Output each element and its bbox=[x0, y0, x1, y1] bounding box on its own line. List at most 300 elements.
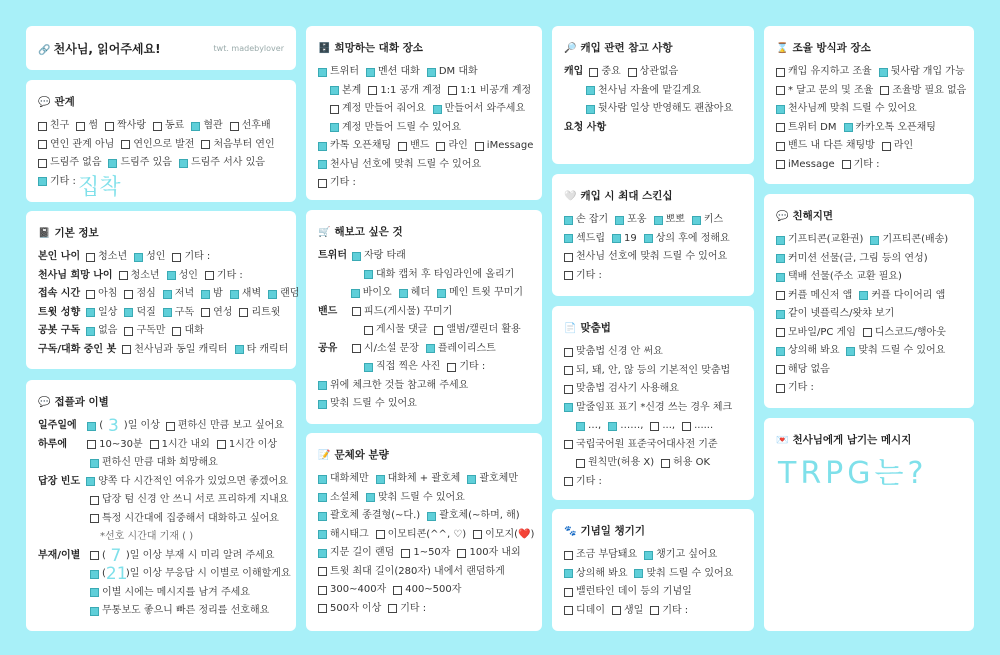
checkbox[interactable] bbox=[172, 253, 181, 262]
checkbox[interactable] bbox=[318, 475, 327, 484]
checkbox[interactable] bbox=[863, 328, 872, 337]
checkbox-option[interactable] bbox=[776, 231, 863, 250]
checkbox[interactable] bbox=[682, 422, 691, 431]
checkbox-option[interactable] bbox=[564, 399, 732, 418]
checkbox-option[interactable] bbox=[473, 526, 534, 545]
checkbox[interactable] bbox=[105, 122, 114, 131]
checkbox-option[interactable] bbox=[38, 117, 69, 136]
checkbox-option[interactable] bbox=[661, 454, 710, 473]
checkbox[interactable] bbox=[437, 289, 446, 298]
checkbox-option[interactable] bbox=[90, 602, 269, 621]
checkbox[interactable] bbox=[90, 459, 99, 468]
checkbox-option[interactable] bbox=[457, 544, 520, 563]
checkbox-option[interactable] bbox=[364, 266, 514, 285]
checkbox-option[interactable] bbox=[776, 100, 917, 119]
checkbox-option[interactable] bbox=[318, 581, 386, 600]
checkbox[interactable] bbox=[179, 159, 188, 168]
checkbox-option[interactable] bbox=[776, 305, 894, 324]
checkbox-option[interactable] bbox=[564, 583, 692, 602]
checkbox-option[interactable] bbox=[86, 285, 117, 304]
checkbox-option[interactable] bbox=[230, 117, 271, 136]
checkbox[interactable] bbox=[86, 327, 95, 336]
checkbox-option[interactable] bbox=[564, 565, 627, 584]
checkbox-option[interactable] bbox=[163, 285, 194, 304]
checkbox[interactable] bbox=[586, 86, 595, 95]
checkbox-option[interactable] bbox=[564, 473, 602, 492]
checkbox-option[interactable] bbox=[167, 267, 198, 286]
checkbox-option[interactable] bbox=[38, 136, 114, 155]
checkbox-option[interactable] bbox=[318, 563, 505, 582]
checkbox[interactable] bbox=[318, 493, 327, 502]
checkbox[interactable] bbox=[427, 512, 436, 521]
checkbox-option[interactable] bbox=[376, 526, 467, 545]
checkbox[interactable] bbox=[564, 551, 573, 560]
checkbox-option[interactable] bbox=[86, 473, 288, 492]
checkbox[interactable] bbox=[163, 308, 172, 317]
checkbox-option[interactable] bbox=[364, 358, 440, 377]
checkbox-option[interactable] bbox=[179, 154, 265, 173]
checkbox[interactable] bbox=[776, 254, 785, 263]
checkbox-option[interactable] bbox=[398, 137, 429, 156]
checkbox-option[interactable] bbox=[388, 600, 426, 619]
checkbox-option[interactable] bbox=[644, 546, 717, 565]
checkbox-option[interactable] bbox=[586, 100, 733, 119]
checkbox-option[interactable] bbox=[475, 137, 534, 156]
checkbox[interactable] bbox=[119, 271, 128, 280]
checkbox[interactable] bbox=[330, 86, 339, 95]
checkbox-option[interactable] bbox=[230, 285, 261, 304]
checkbox[interactable] bbox=[434, 326, 443, 335]
checkbox[interactable] bbox=[776, 142, 785, 151]
checkbox[interactable] bbox=[842, 160, 851, 169]
checkbox[interactable] bbox=[124, 290, 133, 299]
checkbox-option[interactable] bbox=[376, 470, 461, 489]
checkbox[interactable] bbox=[121, 140, 130, 149]
checkbox-option[interactable] bbox=[90, 584, 250, 603]
checkbox-option[interactable] bbox=[776, 119, 837, 138]
checkbox-option[interactable] bbox=[433, 100, 525, 119]
checkbox-option[interactable] bbox=[201, 136, 274, 155]
checkbox[interactable] bbox=[239, 308, 248, 317]
checkbox-option[interactable] bbox=[776, 137, 875, 156]
checkbox[interactable] bbox=[376, 530, 385, 539]
checkbox[interactable] bbox=[776, 105, 785, 114]
checkbox[interactable] bbox=[38, 159, 47, 168]
checkbox[interactable] bbox=[880, 86, 889, 95]
checkbox[interactable] bbox=[776, 365, 785, 374]
checkbox-option[interactable] bbox=[650, 417, 675, 436]
checkbox[interactable] bbox=[650, 422, 659, 431]
checkbox[interactable] bbox=[191, 122, 200, 131]
checkbox-option[interactable] bbox=[352, 247, 406, 266]
checkbox-option[interactable] bbox=[467, 470, 518, 489]
checkbox[interactable] bbox=[150, 440, 159, 449]
checkbox[interactable] bbox=[268, 290, 277, 299]
checkbox[interactable] bbox=[87, 422, 96, 431]
checkbox[interactable] bbox=[38, 122, 47, 131]
checkbox-option[interactable] bbox=[352, 303, 452, 322]
todo-tail bbox=[318, 377, 530, 414]
checkbox-option[interactable] bbox=[124, 285, 155, 304]
checkbox[interactable] bbox=[473, 530, 482, 539]
checkbox[interactable] bbox=[564, 569, 573, 578]
checkbox-option[interactable] bbox=[882, 137, 913, 156]
checkbox-option[interactable] bbox=[330, 119, 461, 138]
checkbox[interactable] bbox=[564, 440, 573, 449]
checkbox-option[interactable] bbox=[427, 63, 478, 82]
checkbox[interactable] bbox=[201, 308, 210, 317]
checkbox[interactable] bbox=[628, 68, 637, 77]
checkbox[interactable] bbox=[230, 122, 239, 131]
checkbox-option[interactable] bbox=[318, 395, 417, 414]
checkbox[interactable] bbox=[124, 308, 133, 317]
checkbox[interactable] bbox=[90, 496, 99, 505]
checkbox[interactable] bbox=[86, 477, 95, 486]
checkbox[interactable] bbox=[776, 236, 785, 245]
checkbox[interactable] bbox=[38, 177, 47, 186]
checkbox[interactable] bbox=[388, 604, 397, 613]
checkbox[interactable] bbox=[318, 179, 327, 188]
checkbox[interactable] bbox=[368, 86, 377, 95]
checkbox[interactable] bbox=[318, 142, 327, 151]
checkbox[interactable] bbox=[399, 289, 408, 298]
checkbox-option[interactable] bbox=[76, 117, 98, 136]
checkbox-option[interactable] bbox=[38, 173, 76, 192]
checkbox[interactable] bbox=[86, 253, 95, 262]
checkbox-option[interactable] bbox=[776, 361, 830, 380]
checkbox-option[interactable] bbox=[427, 507, 520, 526]
checkbox[interactable] bbox=[318, 512, 327, 521]
checkbox-option[interactable] bbox=[880, 82, 966, 101]
style-card bbox=[306, 433, 542, 631]
checkbox[interactable] bbox=[364, 363, 373, 372]
option-label: 청소년 bbox=[98, 251, 128, 262]
checkbox[interactable] bbox=[87, 440, 96, 449]
checkbox[interactable] bbox=[427, 68, 436, 77]
checkbox-option[interactable] bbox=[318, 137, 391, 156]
checkbox[interactable] bbox=[86, 308, 95, 317]
checkbox-option[interactable] bbox=[863, 324, 946, 343]
checkbox-option[interactable] bbox=[859, 287, 945, 306]
checkbox-option[interactable] bbox=[124, 304, 155, 323]
checkbox-option[interactable] bbox=[682, 417, 713, 436]
checkbox[interactable] bbox=[153, 122, 162, 131]
checkbox-option[interactable] bbox=[586, 82, 701, 101]
checkbox[interactable] bbox=[776, 384, 785, 393]
checkbox-option[interactable] bbox=[644, 230, 730, 249]
checkbox[interactable] bbox=[205, 271, 214, 280]
checkbox-option[interactable] bbox=[121, 136, 194, 155]
checkbox[interactable] bbox=[661, 459, 670, 468]
checkbox[interactable] bbox=[38, 140, 47, 149]
checkbox-option[interactable] bbox=[172, 322, 203, 341]
checkbox[interactable] bbox=[612, 234, 621, 243]
checkbox[interactable] bbox=[650, 606, 659, 615]
checkbox[interactable] bbox=[564, 253, 573, 262]
checkbox[interactable] bbox=[318, 381, 327, 390]
checkbox-option[interactable] bbox=[844, 119, 936, 138]
checkbox[interactable] bbox=[448, 86, 457, 95]
checkbox-option[interactable] bbox=[86, 322, 117, 341]
checkbox-option[interactable] bbox=[119, 267, 160, 286]
checkbox[interactable] bbox=[230, 290, 239, 299]
checkbox-option[interactable] bbox=[318, 600, 381, 619]
checkbox-option[interactable] bbox=[366, 489, 465, 508]
checkbox-option[interactable] bbox=[654, 211, 685, 230]
checkbox-option[interactable] bbox=[86, 248, 127, 267]
checkbox-option[interactable] bbox=[393, 581, 461, 600]
checkbox[interactable] bbox=[776, 86, 785, 95]
checkbox-option[interactable] bbox=[564, 546, 637, 565]
checkbox[interactable] bbox=[235, 345, 244, 354]
checkbox-option[interactable] bbox=[576, 417, 601, 436]
checkbox-option[interactable] bbox=[564, 267, 602, 286]
checkbox[interactable] bbox=[376, 475, 385, 484]
checkbox-option[interactable] bbox=[447, 358, 485, 377]
checkbox-option[interactable] bbox=[352, 340, 419, 359]
checkbox[interactable] bbox=[124, 327, 133, 336]
checkbox-option[interactable] bbox=[564, 362, 730, 381]
checkbox[interactable] bbox=[351, 289, 360, 298]
checkbox-option[interactable] bbox=[318, 174, 356, 193]
checkbox-option[interactable] bbox=[172, 248, 210, 267]
checkbox[interactable] bbox=[776, 123, 785, 132]
checkbox[interactable] bbox=[401, 549, 410, 558]
checkbox[interactable] bbox=[564, 588, 573, 597]
checkbox-option[interactable] bbox=[191, 117, 222, 136]
checkbox[interactable] bbox=[564, 234, 573, 243]
checkbox[interactable] bbox=[776, 310, 785, 319]
checkbox[interactable] bbox=[776, 291, 785, 300]
checkbox-option[interactable] bbox=[434, 321, 520, 340]
checkbox[interactable] bbox=[564, 271, 573, 280]
checkbox-option[interactable] bbox=[201, 304, 232, 323]
checkbox[interactable] bbox=[776, 68, 785, 77]
checkbox-option[interactable] bbox=[318, 544, 394, 563]
checkbox-option[interactable] bbox=[86, 304, 117, 323]
checkbox-option[interactable] bbox=[239, 304, 280, 323]
checkbox[interactable] bbox=[846, 347, 855, 356]
checkbox[interactable] bbox=[364, 326, 373, 335]
checkbox-option[interactable] bbox=[634, 565, 733, 584]
checkbox[interactable] bbox=[201, 140, 210, 149]
checkbox[interactable] bbox=[882, 142, 891, 151]
checkbox-option[interactable] bbox=[318, 526, 369, 545]
checkbox-option[interactable] bbox=[90, 491, 288, 510]
checkbox[interactable] bbox=[318, 400, 327, 409]
checkbox-option[interactable] bbox=[776, 342, 839, 361]
checkbox[interactable] bbox=[318, 160, 327, 169]
checkbox[interactable] bbox=[608, 422, 617, 431]
checkbox[interactable] bbox=[76, 122, 85, 131]
checkbox[interactable] bbox=[217, 440, 226, 449]
checkbox-option[interactable] bbox=[692, 211, 723, 230]
checkbox[interactable] bbox=[318, 586, 327, 595]
checkbox-option[interactable] bbox=[426, 340, 496, 359]
checkbox-option[interactable] bbox=[628, 63, 679, 82]
checkbox-option[interactable] bbox=[776, 82, 873, 101]
checkbox[interactable] bbox=[318, 549, 327, 558]
checkbox-option[interactable] bbox=[366, 63, 420, 82]
checkbox-option[interactable] bbox=[401, 544, 450, 563]
checkbox-option[interactable] bbox=[318, 377, 468, 396]
checkbox-option[interactable] bbox=[842, 156, 880, 175]
checkbox[interactable] bbox=[589, 68, 598, 77]
checkbox[interactable] bbox=[564, 366, 573, 375]
checkbox[interactable] bbox=[163, 290, 172, 299]
checkbox[interactable] bbox=[644, 234, 653, 243]
checkbox[interactable] bbox=[776, 328, 785, 337]
checkbox-option[interactable] bbox=[205, 267, 243, 286]
checkbox[interactable] bbox=[879, 68, 888, 77]
checkbox[interactable] bbox=[576, 422, 585, 431]
checkbox-option[interactable] bbox=[134, 248, 165, 267]
checkbox[interactable] bbox=[86, 290, 95, 299]
checkbox-option[interactable] bbox=[879, 63, 965, 82]
checkbox-option[interactable] bbox=[150, 436, 210, 455]
checkbox[interactable] bbox=[90, 588, 99, 597]
checkbox[interactable] bbox=[564, 606, 573, 615]
checkbox-option[interactable] bbox=[448, 82, 531, 101]
checkbox-option[interactable] bbox=[318, 470, 369, 489]
checkbox[interactable] bbox=[844, 123, 853, 132]
checkbox-option[interactable] bbox=[615, 211, 646, 230]
checkbox[interactable] bbox=[564, 403, 573, 412]
checkbox[interactable] bbox=[586, 105, 595, 114]
checkbox[interactable] bbox=[644, 551, 653, 560]
checkbox-option[interactable] bbox=[235, 341, 289, 360]
checkbox-option[interactable] bbox=[576, 454, 654, 473]
checkbox[interactable] bbox=[366, 493, 375, 502]
checkbox-option[interactable] bbox=[124, 322, 165, 341]
checkbox-option[interactable] bbox=[318, 489, 359, 508]
checkbox-option[interactable] bbox=[90, 510, 279, 529]
checkbox-option[interactable] bbox=[87, 436, 143, 455]
checkbox[interactable] bbox=[776, 273, 785, 282]
checkbox[interactable] bbox=[457, 549, 466, 558]
checkbox[interactable] bbox=[108, 159, 117, 168]
checkbox[interactable] bbox=[564, 348, 573, 357]
checkbox[interactable] bbox=[467, 475, 476, 484]
checkbox-option[interactable] bbox=[122, 341, 227, 360]
checkbox[interactable] bbox=[776, 160, 785, 169]
checkbox[interactable] bbox=[134, 253, 143, 262]
checkbox-option[interactable] bbox=[776, 379, 814, 398]
checkbox[interactable] bbox=[776, 347, 785, 356]
checkbox[interactable] bbox=[654, 216, 663, 225]
checkbox[interactable] bbox=[475, 142, 484, 151]
checkbox[interactable] bbox=[352, 344, 361, 353]
checkbox[interactable] bbox=[201, 290, 210, 299]
checkbox[interactable] bbox=[564, 477, 573, 486]
checkbox-option[interactable] bbox=[564, 248, 727, 267]
checkbox[interactable] bbox=[564, 385, 573, 394]
checkbox-option[interactable] bbox=[776, 156, 835, 175]
checkbox[interactable] bbox=[870, 236, 879, 245]
checkbox[interactable] bbox=[426, 344, 435, 353]
checkbox[interactable] bbox=[352, 307, 361, 316]
checkbox-option[interactable] bbox=[318, 507, 420, 526]
checkbox-option[interactable] bbox=[589, 63, 620, 82]
checkbox[interactable] bbox=[166, 422, 175, 431]
checkbox-option[interactable] bbox=[330, 100, 426, 119]
checkbox-option[interactable] bbox=[564, 436, 718, 455]
checkbox[interactable] bbox=[172, 327, 181, 336]
checkbox[interactable] bbox=[90, 607, 99, 616]
checkbox-option[interactable] bbox=[318, 156, 481, 175]
checkbox[interactable] bbox=[90, 551, 99, 560]
checkbox-option[interactable] bbox=[564, 230, 605, 249]
checkbox[interactable] bbox=[352, 252, 361, 261]
checkbox-option[interactable] bbox=[318, 63, 359, 82]
checkbox-option[interactable] bbox=[776, 324, 856, 343]
checkbox-option[interactable] bbox=[437, 284, 523, 303]
checkbox-option[interactable] bbox=[846, 342, 945, 361]
checkbox-option[interactable] bbox=[163, 304, 194, 323]
checkbox-option[interactable] bbox=[650, 602, 688, 621]
checkbox[interactable] bbox=[318, 604, 327, 613]
checkbox[interactable] bbox=[398, 142, 407, 151]
checkbox[interactable] bbox=[615, 216, 624, 225]
checkbox-option[interactable] bbox=[608, 417, 643, 436]
checkbox[interactable] bbox=[859, 291, 868, 300]
checkbox-option[interactable] bbox=[330, 82, 361, 101]
checkbox-option[interactable] bbox=[436, 137, 467, 156]
checkbox-option[interactable] bbox=[776, 63, 872, 82]
checkbox-option[interactable] bbox=[564, 602, 605, 621]
checkbox-option[interactable] bbox=[105, 117, 146, 136]
checkbox[interactable] bbox=[318, 530, 327, 539]
checkbox[interactable] bbox=[366, 68, 375, 77]
checkbox-option[interactable] bbox=[612, 230, 637, 249]
checkbox-option[interactable] bbox=[564, 343, 663, 362]
checkbox[interactable] bbox=[634, 569, 643, 578]
checkbox[interactable] bbox=[122, 345, 131, 354]
checkbox[interactable] bbox=[564, 216, 573, 225]
checkbox-option[interactable] bbox=[564, 380, 679, 399]
checkbox-option[interactable] bbox=[564, 211, 608, 230]
checkbox-option[interactable] bbox=[399, 284, 430, 303]
checkbox-option[interactable] bbox=[351, 284, 392, 303]
checkbox-option[interactable] bbox=[268, 285, 299, 304]
checkbox-option[interactable] bbox=[776, 250, 928, 269]
checkbox-option[interactable] bbox=[217, 436, 277, 455]
checkbox[interactable] bbox=[318, 567, 327, 576]
checkbox[interactable] bbox=[612, 606, 621, 615]
checkbox-option[interactable] bbox=[201, 285, 223, 304]
checkbox-option[interactable] bbox=[153, 117, 184, 136]
checkbox[interactable] bbox=[318, 68, 327, 77]
checkbox[interactable] bbox=[90, 570, 99, 579]
checkbox[interactable] bbox=[692, 216, 701, 225]
checkbox[interactable] bbox=[167, 271, 176, 280]
checkbox[interactable] bbox=[447, 363, 456, 372]
checkbox[interactable] bbox=[576, 459, 585, 468]
checkbox[interactable] bbox=[393, 586, 402, 595]
checkbox[interactable] bbox=[433, 105, 442, 114]
checkbox-option[interactable] bbox=[612, 602, 643, 621]
checkbox-option[interactable] bbox=[870, 231, 948, 250]
checkbox[interactable] bbox=[330, 105, 339, 114]
checkbox-option[interactable] bbox=[364, 321, 427, 340]
checkbox[interactable] bbox=[90, 514, 99, 523]
checkbox[interactable] bbox=[330, 123, 339, 132]
checkbox[interactable] bbox=[436, 142, 445, 151]
checkbox[interactable] bbox=[364, 270, 373, 279]
checkbox-option[interactable] bbox=[776, 287, 852, 306]
checkbox-option[interactable] bbox=[368, 82, 441, 101]
checkbox-option[interactable] bbox=[776, 268, 902, 287]
